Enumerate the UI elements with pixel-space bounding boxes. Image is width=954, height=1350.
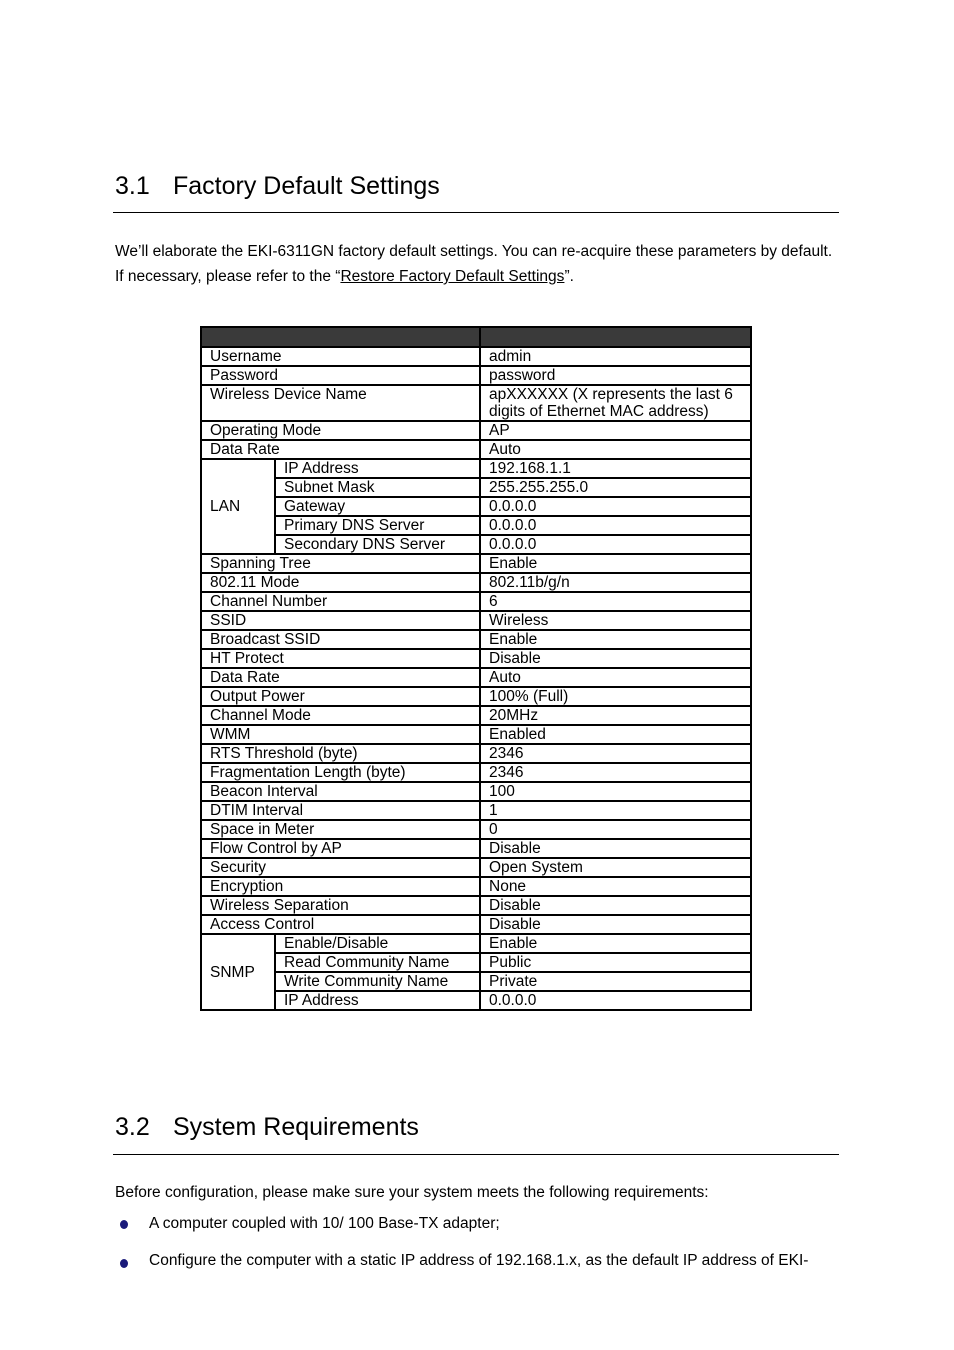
setting-value-cell: Enabled (480, 725, 751, 744)
requirement-item: A computer coupled with 10/ 100 Base-TX adapter; (149, 1215, 500, 1232)
setting-value-cell: 0 (480, 820, 751, 839)
setting-value-cell: Enable (480, 554, 751, 573)
setting-name-cell: SSID (201, 611, 480, 630)
setting-value-cell: 2346 (480, 744, 751, 763)
setting-value-cell: Auto (480, 440, 751, 459)
setting-name-cell: Flow Control by AP (201, 839, 480, 858)
setting-name-cell: Security (201, 858, 480, 877)
table-row (201, 706, 751, 725)
setting-name-cell: Output Power (201, 687, 480, 706)
table-row (201, 858, 751, 877)
intro-text: We’ll elaborate the EKI-6311GN factory default settings. You can re-acquire these parameters by default. If necessary, please refer to the “ (115, 243, 833, 285)
table-row (201, 459, 751, 478)
section-3-1-heading (115, 172, 440, 201)
setting-value-cell: 0.0.0.0 (480, 516, 751, 535)
table-row (201, 725, 751, 744)
table-header-row (201, 327, 751, 347)
setting-name-cell: Data Rate (201, 440, 480, 459)
setting-name-cell: Enable/Disable (275, 934, 480, 953)
setting-value-cell: Disable (480, 649, 751, 668)
table-row (201, 592, 751, 611)
group-label-cell: LAN (201, 459, 275, 554)
setting-name-cell: IP Address (275, 991, 480, 1010)
setting-value-cell: admin (480, 347, 751, 366)
setting-name-cell: Wireless Separation (201, 896, 480, 915)
section-number: 3.2 (115, 1113, 150, 1141)
heading-rule (113, 1154, 839, 1155)
heading-rule (113, 212, 839, 213)
table-row (201, 896, 751, 915)
setting-name-cell: Gateway (275, 497, 480, 516)
section-title: Factory Default Settings (173, 172, 440, 200)
table-row (201, 649, 751, 668)
table-row (201, 782, 751, 801)
setting-name-cell: Channel Mode (201, 706, 480, 725)
setting-value-cell: Enable (480, 630, 751, 649)
setting-name-cell: Primary DNS Server (275, 516, 480, 535)
table-row (201, 347, 751, 366)
bullet-icon (120, 1220, 128, 1229)
setting-value-cell: Private (480, 972, 751, 991)
table-row (201, 953, 751, 972)
section-number: 3.1 (115, 172, 150, 200)
setting-name-cell: Encryption (201, 877, 480, 896)
setting-value-cell: 6 (480, 592, 751, 611)
setting-name-cell: Wireless Device Name (201, 385, 480, 421)
setting-name-cell: Username (201, 347, 480, 366)
setting-name-cell: Spanning Tree (201, 554, 480, 573)
table-row (201, 877, 751, 896)
table-row (201, 554, 751, 573)
setting-name-cell: RTS Threshold (byte) (201, 744, 480, 763)
setting-value-cell: AP (480, 421, 751, 440)
setting-value-cell: password (480, 366, 751, 385)
section-title: System Requirements (173, 1113, 419, 1141)
setting-name-cell: Read Community Name (275, 953, 480, 972)
table-row (201, 744, 751, 763)
setting-value-cell: Wireless (480, 611, 751, 630)
table-row (201, 440, 751, 459)
setting-name-cell: Data Rate (201, 668, 480, 687)
setting-name-cell: Beacon Interval (201, 782, 480, 801)
bullet-icon (120, 1259, 128, 1268)
setting-value-cell: 100 (480, 782, 751, 801)
requirement-item: Configure the computer with a static IP address of 192.168.1.x, as the default IP address of EKI- (149, 1252, 809, 1269)
setting-name-cell: WMM (201, 725, 480, 744)
setting-name-cell: Access Control (201, 915, 480, 934)
table-row (201, 934, 751, 953)
setting-name-cell: Operating Mode (201, 421, 480, 440)
table-row (201, 478, 751, 497)
setting-name-cell: DTIM Interval (201, 801, 480, 820)
setting-name-cell: Broadcast SSID (201, 630, 480, 649)
table-row (201, 573, 751, 592)
table-row (201, 385, 751, 421)
setting-name-cell: Password (201, 366, 480, 385)
setting-value-cell: 2346 (480, 763, 751, 782)
setting-name-cell: Secondary DNS Server (275, 535, 480, 554)
table-row (201, 820, 751, 839)
table-body (201, 347, 751, 1010)
setting-value-cell: 0.0.0.0 (480, 497, 751, 516)
table-row (201, 630, 751, 649)
header-cell-value (480, 327, 751, 347)
table-row (201, 668, 751, 687)
setting-value-cell: Disable (480, 896, 751, 915)
setting-name-cell: IP Address (275, 459, 480, 478)
table-row (201, 991, 751, 1010)
table-row (201, 687, 751, 706)
setting-name-cell: Subnet Mask (275, 478, 480, 497)
table-row (201, 839, 751, 858)
setting-name-cell: HT Protect (201, 649, 480, 668)
setting-value-cell: 100% (Full) (480, 687, 751, 706)
table-row (201, 535, 751, 554)
table-row (201, 611, 751, 630)
setting-name-cell: Space in Meter (201, 820, 480, 839)
intro-paragraph (115, 239, 835, 289)
restore-defaults-link[interactable]: Restore Factory Default Settings (340, 268, 565, 285)
group-label-cell: SNMP (201, 934, 275, 1010)
setting-name-cell: Channel Number (201, 592, 480, 611)
setting-name-cell: 802.11 Mode (201, 573, 480, 592)
setting-value-cell: Open System (480, 858, 751, 877)
setting-value-cell: 1 (480, 801, 751, 820)
table-row (201, 516, 751, 535)
table-row (201, 915, 751, 934)
intro-text-end: ”. (564, 268, 574, 285)
setting-value-cell: Enable (480, 934, 751, 953)
setting-value-cell: 802.11b/g/n (480, 573, 751, 592)
factory-defaults-table (200, 326, 752, 1011)
setting-value-cell: Disable (480, 839, 751, 858)
setting-value-cell: 255.255.255.0 (480, 478, 751, 497)
table-row (201, 497, 751, 516)
setting-value-cell: None (480, 877, 751, 896)
table-row (201, 763, 751, 782)
setting-value-cell: 0.0.0.0 (480, 991, 751, 1010)
table-row (201, 801, 751, 820)
table-row (201, 366, 751, 385)
table-row (201, 972, 751, 991)
setting-value-cell: 20MHz (480, 706, 751, 725)
setting-value-cell: apXXXXXX (X represents the last 6 digits of Ethernet MAC address) (480, 385, 751, 421)
requirements-intro: Before configuration, please make sure your system meets the following requirements: (115, 1184, 709, 1201)
setting-value-cell: Auto (480, 668, 751, 687)
table-row (201, 421, 751, 440)
setting-name-cell: Fragmentation Length (byte) (201, 763, 480, 782)
setting-name-cell: Write Community Name (275, 972, 480, 991)
section-3-2-heading (115, 1113, 419, 1142)
header-cell-item (201, 327, 480, 347)
setting-value-cell: 192.168.1.1 (480, 459, 751, 478)
setting-value-cell: Disable (480, 915, 751, 934)
setting-value-cell: Public (480, 953, 751, 972)
setting-value-cell: 0.0.0.0 (480, 535, 751, 554)
